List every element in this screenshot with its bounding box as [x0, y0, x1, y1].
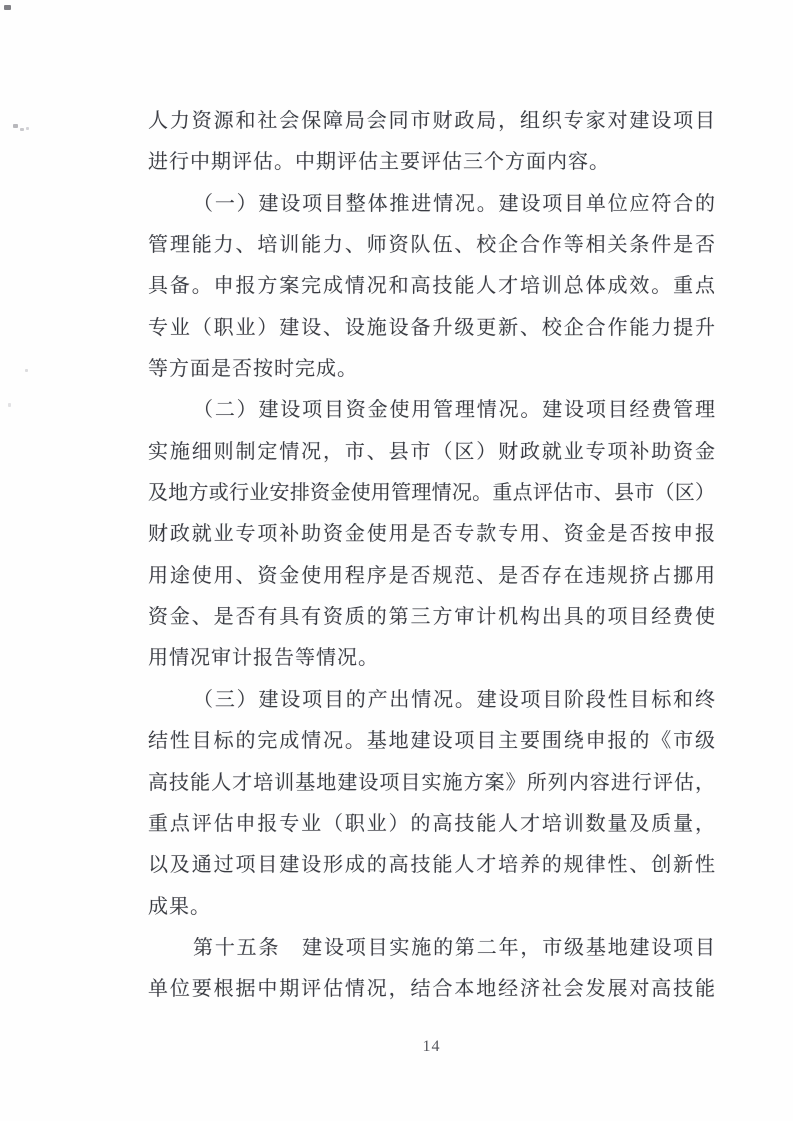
text-line: 专业（职业）建设、设施设备升级更新、校企合作能力提升 — [148, 316, 715, 339]
text-line: 资金、是否有具有资质的第三方审计机构出具的项目经费使 — [148, 606, 715, 629]
scan-artifact-speck — [13, 124, 18, 128]
text-line: 高技能人才培训基地建设项目实施方案》所列内容进行评估， — [148, 771, 715, 794]
scan-artifact-speck — [25, 369, 28, 372]
text-line: 管理能力、培训能力、师资队伍、校企合作等相关条件是否 — [148, 234, 715, 257]
text-line: 人力资源和社会保障局会同市财政局，组织专家对建设项目 — [148, 110, 715, 132]
text-line: 进行中期评估。中期评估主要评估三个方面内容。 — [148, 151, 610, 174]
document-body — [148, 101, 715, 1011]
scan-artifact-speck — [26, 127, 29, 130]
text-line: 单位要根据中期评估情况，结合本地经济社会发展对高技能 — [148, 978, 715, 1001]
text-line: （一）建设项目整体推进情况。建设项目单位应符合的 — [193, 192, 715, 215]
text-line: 实施细则制定情况，市、县市（区）财政就业专项补助资金 — [148, 440, 715, 463]
text-line: 财政就业专项补助资金使用是否专款专用、资金是否按申报 — [148, 523, 715, 546]
text-line: 等方面是否按时完成。 — [148, 358, 358, 381]
scan-artifact-speck — [20, 128, 24, 131]
page-number: 14 — [422, 1038, 441, 1055]
text-line: 第十五条 建设项目实施的第二年，市级基地建设项目 — [193, 936, 715, 959]
text-line: 以及通过项目建设形成的高技能人才培养的规律性、创新性 — [148, 854, 715, 877]
text-line: 及地方或行业安排资金使用管理情况。重点评估市、县市（区） — [148, 482, 715, 505]
text-line: 用情况审计报告等情况。 — [148, 647, 379, 670]
scan-artifact-speck — [8, 403, 11, 407]
text-line: 成果。 — [148, 895, 211, 918]
text-line: （二）建设项目资金使用管理情况。建设项目经费管理 — [193, 399, 715, 422]
text-line: 用途使用、资金使用程序是否规范、是否存在违规挤占挪用 — [148, 564, 715, 587]
text-line: （三）建设项目的产出情况。建设项目阶段性目标和终 — [193, 688, 715, 711]
text-line: 具备。申报方案完成情况和高技能人才培训总体成效。重点 — [148, 275, 715, 298]
text-line: 结性目标的完成情况。基地建设项目主要围绕申报的《市级 — [148, 730, 715, 753]
text-line: 重点评估申报专业（职业）的高技能人才培训数量及质量， — [148, 812, 715, 835]
scan-artifact-corner — [4, 5, 11, 10]
